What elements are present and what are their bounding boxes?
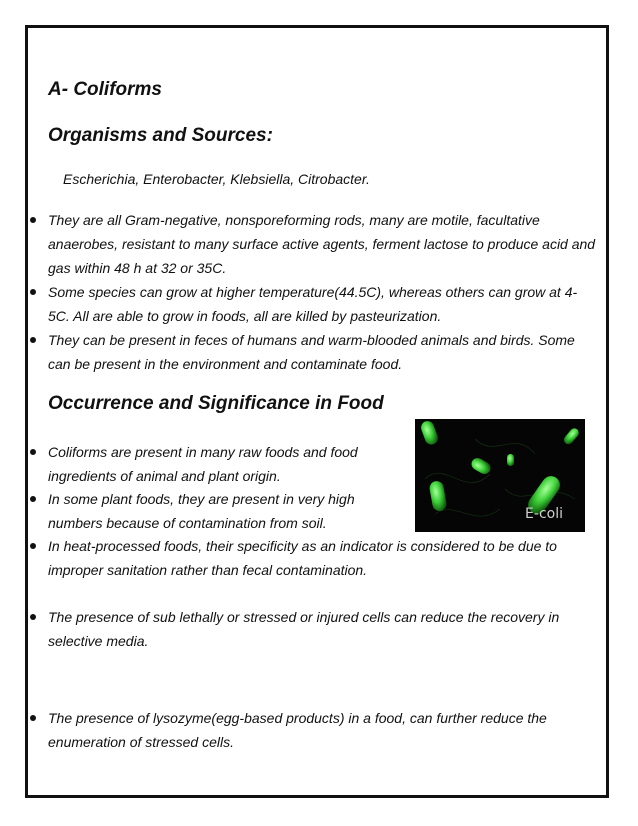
list-item <box>28 605 598 653</box>
list-item-text: The presence of lysozyme(egg-based products) in a food, can further reduce the enumeration of stressed cells. <box>48 710 547 750</box>
bullet-icon <box>30 614 36 620</box>
list-item-text: They are all Gram-negative, nonsporeforming rods, many are motile, facultative anaerobes, resistant to many surface active agents, ferment lactose to produce acid and gas within 48 h at 32 or 35C. <box>48 212 596 276</box>
list-item <box>28 328 598 376</box>
bullet-icon <box>30 337 36 343</box>
list-item-text: The presence of sub lethally or stressed or injured cells can reduce the recovery in selective media. <box>48 609 560 649</box>
bullet-icon <box>30 289 36 295</box>
organisms-list: Escherichia, Enterobacter, Klebsiella, Citrobacter. <box>63 171 370 187</box>
subheading-organisms-sources: Organisms and Sources: <box>48 125 273 146</box>
bullet-icon <box>30 543 36 549</box>
list-item <box>28 208 598 280</box>
list-item-text: In some plant foods, they are present in very high numbers because of contamination from soil. <box>48 491 355 531</box>
list-item-text: Coliforms are present in many raw foods and food ingredients of animal and plant origin. <box>48 444 358 484</box>
image-caption: E-coli <box>525 506 563 522</box>
bullet-icon <box>30 715 36 721</box>
section-title-coliforms: A- Coliforms <box>48 79 162 100</box>
list-item-text: In heat-processed foods, their specificity as an indicator is considered to be due to improper sanitation rather than fecal contamination. <box>48 538 557 578</box>
list-item <box>28 706 598 754</box>
bullet-icon <box>30 217 36 223</box>
subheading-occurrence: Occurrence and Significance in Food <box>48 393 384 414</box>
list-item-text: They can be present in feces of humans and warm-blooded animals and birds. Some can be present in the environment and contaminate food. <box>48 332 575 372</box>
bullet-icon <box>30 496 36 502</box>
list-item <box>28 487 598 535</box>
list-item <box>28 440 598 488</box>
bullet-icon <box>30 449 36 455</box>
list-item-text: Some species can grow at higher temperature(44.5C), whereas others can grow at 4-5C. All are able to grow in foods, all are killed by pasteurization. <box>48 284 578 324</box>
list-item <box>28 534 598 582</box>
list-item <box>28 280 598 328</box>
